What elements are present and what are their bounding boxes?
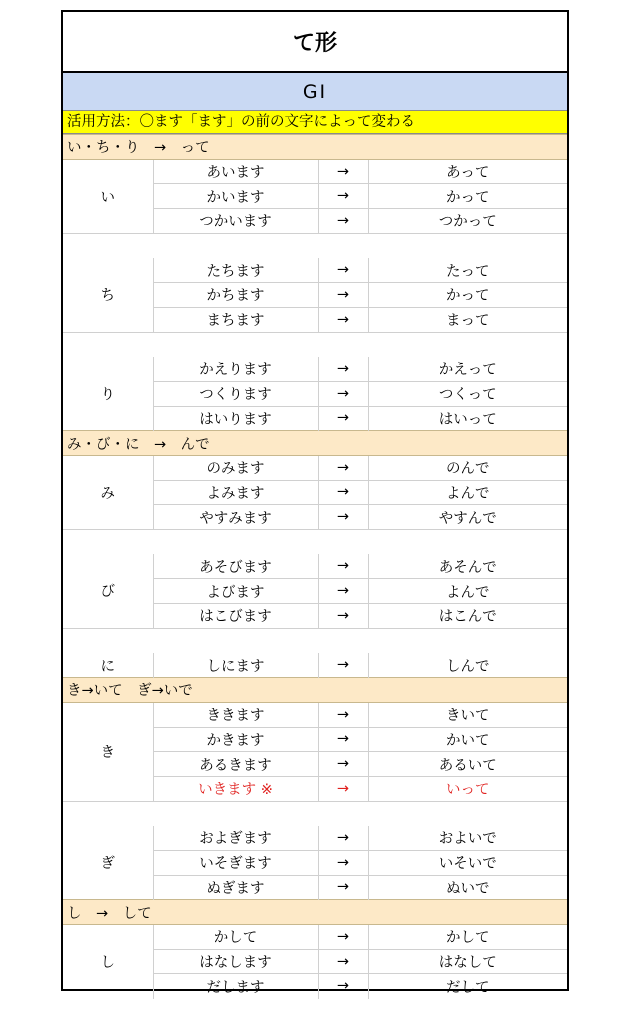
- arrow-cell: →: [318, 850, 368, 875]
- table-row: [63, 826, 567, 851]
- te-form: あるいて: [368, 752, 567, 777]
- te-form-sheet: [61, 10, 569, 996]
- masu-form: のみます: [153, 455, 318, 480]
- arrow-cell: →: [318, 752, 368, 777]
- te-form: やすんで: [368, 505, 567, 530]
- section-header-row: [63, 900, 567, 925]
- section-header-row: [63, 431, 567, 456]
- te-form: かいて: [368, 727, 567, 752]
- arrow-cell: →: [318, 875, 368, 900]
- te-form: いそいで: [368, 850, 567, 875]
- arrow-cell: →: [318, 727, 368, 752]
- masu-form: いそぎます: [153, 850, 318, 875]
- masu-form: およぎます: [153, 826, 318, 851]
- table-row: [63, 258, 567, 283]
- masu-form: かいます: [153, 184, 318, 209]
- arrow-cell: →: [318, 653, 368, 678]
- arrow-cell: →: [318, 209, 368, 234]
- arrow-cell: →: [318, 455, 368, 480]
- te-form: ぬいで: [368, 875, 567, 900]
- te-form: かえって: [368, 357, 567, 382]
- conjugation-table: [63, 134, 567, 999]
- arrow-cell: →: [318, 505, 368, 530]
- arrow-cell: →: [318, 702, 368, 727]
- table-row: [63, 159, 567, 184]
- arrow-cell: →: [318, 826, 368, 851]
- te-form: あそんで: [368, 554, 567, 579]
- arrow-cell: →: [318, 579, 368, 604]
- section-header-row: [63, 678, 567, 703]
- masu-form: だします: [153, 974, 318, 999]
- spacer-cell: [63, 233, 567, 258]
- table-row: [63, 653, 567, 678]
- masu-form: あそびます: [153, 554, 318, 579]
- te-form: いって: [368, 776, 567, 801]
- arrow-cell: →: [318, 604, 368, 629]
- arrow-cell: →: [318, 974, 368, 999]
- section-header: し → して: [63, 900, 567, 925]
- table-row: [63, 554, 567, 579]
- masu-form: かちます: [153, 283, 318, 308]
- table-row: [63, 455, 567, 480]
- table-row: [63, 925, 567, 950]
- stem-kana: み: [63, 455, 153, 529]
- stem-kana: び: [63, 554, 153, 628]
- arrow-cell: →: [318, 184, 368, 209]
- te-form: かって: [368, 283, 567, 308]
- masu-form: つかいます: [153, 209, 318, 234]
- stem-kana: ぎ: [63, 826, 153, 900]
- stem-kana: に: [63, 653, 153, 678]
- table-row: [63, 702, 567, 727]
- section-header: い・ち・り → って: [63, 135, 567, 160]
- masu-form: やすみます: [153, 505, 318, 530]
- page-title: て形: [63, 12, 567, 73]
- arrow-cell: →: [318, 307, 368, 332]
- arrow-cell: →: [318, 949, 368, 974]
- conjugation-rule: 活用方法：〇ます「ます」の前の文字によって変わる: [63, 111, 567, 134]
- masu-form: かえります: [153, 357, 318, 382]
- spacer-row: [63, 628, 567, 653]
- arrow-cell: →: [318, 776, 368, 801]
- arrow-cell: →: [318, 258, 368, 283]
- te-form: よんで: [368, 579, 567, 604]
- masu-form: はいります: [153, 406, 318, 431]
- stem-kana: り: [63, 357, 153, 431]
- arrow-cell: →: [318, 554, 368, 579]
- te-form: あって: [368, 159, 567, 184]
- te-form: かして: [368, 925, 567, 950]
- masu-form: ききます: [153, 702, 318, 727]
- masu-form: しにます: [153, 653, 318, 678]
- stem-kana: い: [63, 159, 153, 233]
- masu-form: ぬぎます: [153, 875, 318, 900]
- te-form: はこんで: [368, 604, 567, 629]
- arrow-cell: →: [318, 406, 368, 431]
- stem-kana: し: [63, 925, 153, 999]
- masu-form: かして: [153, 925, 318, 950]
- masu-form: たちます: [153, 258, 318, 283]
- te-form: およいで: [368, 826, 567, 851]
- spacer-cell: [63, 628, 567, 653]
- section-header-row: [63, 135, 567, 160]
- masu-form: よびます: [153, 579, 318, 604]
- te-form: しんで: [368, 653, 567, 678]
- arrow-cell: →: [318, 159, 368, 184]
- masu-form: あるきます: [153, 752, 318, 777]
- te-form: きいて: [368, 702, 567, 727]
- spacer-row: [63, 530, 567, 555]
- arrow-cell: →: [318, 925, 368, 950]
- te-form: のんで: [368, 455, 567, 480]
- spacer-cell: [63, 332, 567, 357]
- spacer-cell: [63, 801, 567, 826]
- arrow-cell: →: [318, 480, 368, 505]
- group-label: GⅠ: [63, 73, 567, 111]
- spacer-cell: [63, 530, 567, 555]
- stem-kana: き: [63, 702, 153, 801]
- te-form: まって: [368, 307, 567, 332]
- masu-form: よみます: [153, 480, 318, 505]
- te-form: つかって: [368, 209, 567, 234]
- arrow-cell: →: [318, 381, 368, 406]
- te-form: たって: [368, 258, 567, 283]
- masu-form: いきます ※: [153, 776, 318, 801]
- te-form: はなして: [368, 949, 567, 974]
- masu-form: はこびます: [153, 604, 318, 629]
- masu-form: はなします: [153, 949, 318, 974]
- section-header: み・び・に → んで: [63, 431, 567, 456]
- arrow-cell: →: [318, 357, 368, 382]
- masu-form: かきます: [153, 727, 318, 752]
- section-header: き→いて ぎ→いで: [63, 678, 567, 703]
- spacer-row: [63, 332, 567, 357]
- spacer-row: [63, 233, 567, 258]
- arrow-cell: →: [318, 283, 368, 308]
- spacer-row: [63, 801, 567, 826]
- masu-form: つくります: [153, 381, 318, 406]
- te-form: つくって: [368, 381, 567, 406]
- te-form: かって: [368, 184, 567, 209]
- stem-kana: ち: [63, 258, 153, 332]
- conjugation-table-body: [63, 135, 567, 999]
- masu-form: あいます: [153, 159, 318, 184]
- te-form: よんで: [368, 480, 567, 505]
- table-row: [63, 357, 567, 382]
- te-form: はいって: [368, 406, 567, 431]
- masu-form: まちます: [153, 307, 318, 332]
- te-form: だして: [368, 974, 567, 999]
